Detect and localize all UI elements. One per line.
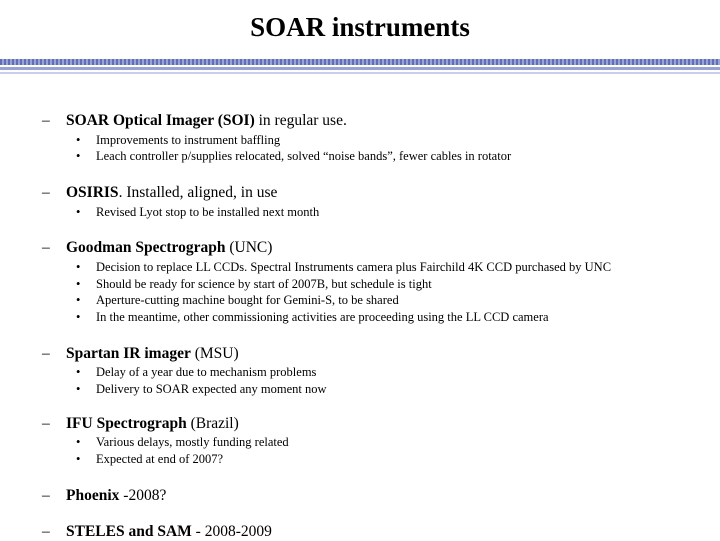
dash-bullet: –	[42, 487, 50, 504]
instrument-name: OSIRIS	[66, 184, 119, 201]
dash-bullet: –	[42, 345, 50, 362]
list-item: • Various delays, mostly funding related	[76, 435, 289, 449]
list-item: • Decision to replace LL CCDs. Spectral Instruments camera plus Fairchild 4K CCD purchased by UNC	[76, 260, 612, 274]
instrument-name: IFU Spectrograph	[66, 415, 187, 432]
list-item: • Improvements to instrument baffling	[76, 133, 281, 147]
instrument-status: in regular use.	[254, 112, 347, 129]
list-item: • In the meantime, other commissioning activities are proceeding using the LL CCD camera	[76, 310, 549, 324]
instrument-status: -2008?	[119, 487, 167, 504]
list-item: • Revised Lyot stop to be installed next month	[76, 205, 320, 219]
page-title: SOAR instruments	[250, 12, 470, 42]
dash-bullet: –	[42, 239, 50, 256]
instrument-item-osiris	[42, 184, 277, 202]
list-item: • Aperture-cutting machine bought for Gemini-S, to be shared	[76, 293, 399, 307]
instrument-item-spartan	[42, 345, 239, 363]
list-item: • Leach controller p/supplies relocated, solved “noise bands”, fewer cables in rotator	[76, 149, 512, 163]
header-rule	[0, 59, 720, 65]
instrument-name: Goodman Spectrograph	[66, 239, 226, 256]
instrument-name: Spartan IR imager	[66, 345, 191, 362]
dash-bullet: –	[42, 415, 50, 432]
list-item: • Delivery to SOAR expected any moment now	[76, 382, 327, 396]
instrument-status: - 2008-2009	[191, 523, 272, 540]
header-rule-3	[0, 72, 720, 74]
instrument-status: (UNC)	[225, 239, 273, 256]
instrument-name: SOAR Optical Imager (SOI)	[66, 112, 255, 129]
dash-bullet: –	[42, 523, 50, 540]
header-rule-2	[0, 67, 720, 70]
instrument-item-phoenix	[42, 487, 166, 505]
list-item: • Delay of a year due to mechanism problems	[76, 365, 317, 379]
dash-bullet: –	[42, 112, 50, 129]
instrument-item-goodman	[42, 239, 272, 257]
list-item: • Expected at end of 2007?	[76, 452, 224, 466]
instrument-name: STELES and SAM	[66, 523, 192, 540]
instrument-status: (MSU)	[190, 345, 239, 362]
dash-bullet: –	[42, 184, 50, 201]
instrument-item-steles-sam	[42, 523, 272, 541]
instrument-item-ifu	[42, 415, 239, 433]
list-item: • Should be ready for science by start of 2007B, but schedule is tight	[76, 277, 432, 291]
instrument-item-soi	[42, 112, 347, 130]
instrument-name: Phoenix	[66, 487, 120, 504]
instrument-status: (Brazil)	[186, 415, 239, 432]
instrument-status: . Installed, aligned, in use	[118, 184, 278, 201]
